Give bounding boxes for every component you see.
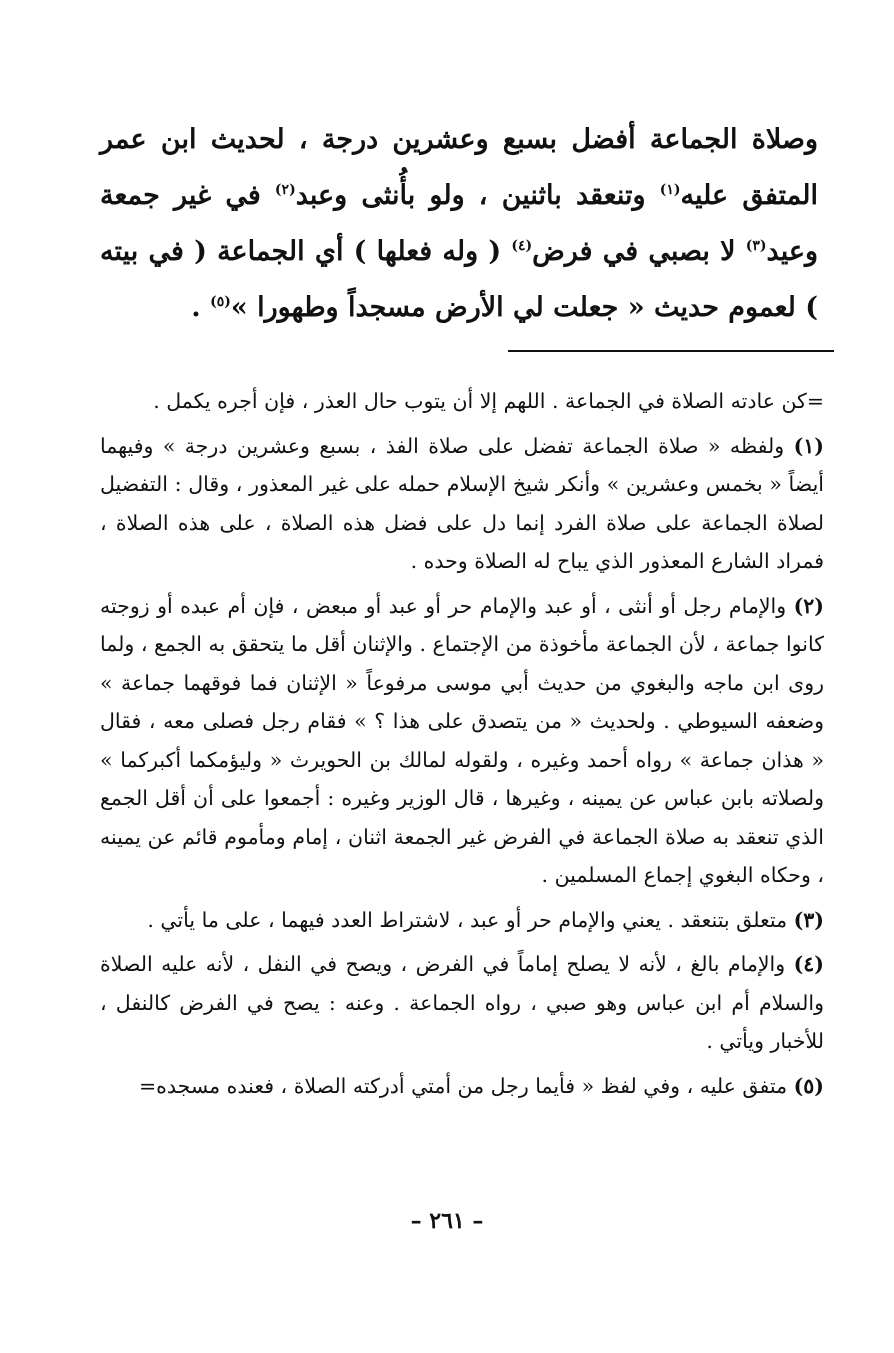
main-text-part-6: . [191,292,211,323]
footnote-1-text: ولفظه « صلاة الجماعة تفضل على صلاة الفذ ، بسبع وعشرين درجة » وفيهما أيضاً « بخمس وعشرين » وأنكر شيخ الإسلام حمله على غير المعذور ، وقال : التفضيل لصلاة الجماعة على صلاة الفرد إنما دل على فضل هذه الصلاة ، على هذه الصلاة ، فمراد الشارع المعذور الذي يباح له الصلاة وحده . [100,433,824,573]
footnote-ref-4: (٤) [511,238,533,254]
footnote-1 [100,427,824,581]
footnote-3 [100,901,824,940]
footnote-2 [100,587,824,895]
main-text-part-5: ( وله فعلها ) أي الجماعة ( في بيته ) لعموم حديث « جعلت لي الأرض مسجداً وطهورا » [100,236,818,323]
footnote-ref-2: (٢) [274,182,296,198]
footnote-1-number: (١) [793,433,824,458]
main-text-part-2: وتنعقد باثنين ، ولو بأُنثى وعبد [295,180,660,211]
footnote-3-text: متعلق بتنعقد . يعني والإمام حر أو عبد ، لاشتراط العدد فيهما ، على ما يأتي . [147,907,794,932]
footnote-ref-1: (١) [659,182,681,198]
footnote-carryover-text: =كن عادته الصلاة في الجماعة . اللهم إلا أن يتوب حال العذر ، فإن أجره يكمل . [153,389,824,413]
footnote-4-text: والإمام بالغ ، لأنه لا يصلح إماماً في الفرض ، ويصح في النفل ، لأنه عليه الصلاة والسلام أم ابن عباس وهو صبي ، رواه الجماعة . وعنه : يصح في الفرض كالنفل ، للأخبار ويأتي . [100,952,824,1053]
main-text-part-4: لا بصبي في فرض [532,236,746,267]
footnote-separator [508,350,834,352]
page-number: – ٢٦١ – [410,1208,484,1234]
footnote-ref-5: (٥) [210,294,231,310]
footnote-3-number: (٣) [793,907,824,932]
footnote-2-number: (٢) [793,593,824,618]
footnote-2-text: والإمام رجل أو أنثى ، أو عبد والإمام حر أو عبد أو مبعض ، فإن أم عبده أو زوجته كانوا جماعة ، لأن الجماعة مأخوذة من الإجتماع . والإثنان أقل ما يتحقق به الجمع ، ولما روى ابن ماجه والبغوي من حديث أبي موسى مرفوعاً « الإثنان فما فوقهما جماعة » وضعفه السيوطي . ولحديث « من يتصدق على هذا ؟ » فقام رجل فصلى معه ، فقال « هذان جماعة » رواه أحمد وغيره ، ولقوله لمالك بن الحويرث « وليؤمكما أكبركما » ولصلاته بابن عباس عن يمينه ، وغيرها ، قال الوزير وغيره : أجمعوا على أن أقل الجمع الذي تنعقد به صلاة الجماعة في الفرض غير الجمعة اثنان ، إمام ومأموم قائم عن يمينه ، وحكاه البغوي إجماع المسلمين . [100,593,824,887]
footnote-5 [100,1067,824,1106]
footnote-ref-3: (٣) [745,238,767,254]
footnotes-section [100,382,824,1111]
main-text-part-1: وصلاة الجماعة أفضل بسبع وعشرين درجة ، لحديث ابن عمر المتفق عليه [100,124,818,211]
footnote-4-number: (٤) [793,952,824,976]
footnote-5-number: (٥) [793,1073,824,1098]
main-paragraph [100,112,818,336]
footnote-carryover [100,382,824,421]
footnote-4 [100,945,824,1061]
main-text-part-3: في غير جمعة وعيد [100,180,818,267]
footnote-5-text: متفق عليه ، وفي لفظ « فأيما رجل من أمتي أدركته الصلاة ، فعنده مسجده= [138,1073,794,1098]
